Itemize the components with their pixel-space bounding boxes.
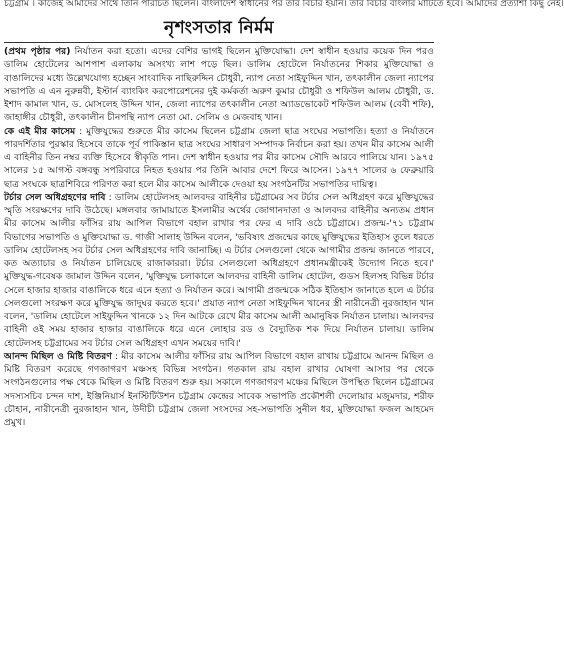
paragraph-torture-cell-demand <box>4 191 434 350</box>
paragraph-heading: টর্চার সেল অধিগ্রহণের দাবি <box>4 191 106 203</box>
paragraph-text: : মুক্তিযুদ্ধের শুরুতে মীর কাসেম ছিলেন চট্টগ্রাম জেলা ছাত্র সংঘের সভাপতি। হত্যা ও নির্যাতনে পারদর্শিতার পুরস্কার হিসেবে তাকে পূর্ব পাকিস্তান ছাত্র সংঘের সাধারণ সম্পাদক নির্বাচন করা হয়। তখন মীর কাসেম আলী এ বাহিনীর তিন নম্বর ব্যক্তি হিসেবে স্বীকৃতি পান। দেশ স্বাধীন হওয়ার পর মীর কাসেম সৌদি আরবে পালিয়ে যান। ১৯৭৫ সালের ১৫ আগস্ট বঙ্গবন্ধু সপরিবারে নিহত হওয়ার পর তিনি আবার দেশে ফিরে আসেন। ১৯৭৭ সালের ৬ ফেব্রুয়ারি ছাত্র সংঘকে ছাত্রশিবিরে পরিণত করা হলে মীর কাসেম আলীকে দেওয়া হয় সংগঠনটির সভাপতির দায়িত্ব। <box>4 125 434 190</box>
paragraph-text: : ডালিম হোটেলসহ আলবদর বাহিনীর চট্টগ্রামের সব টর্চার সেল অধিগ্রহণ করে মুক্তিযুদ্ধের স্মৃতি সংরক্ষণের দাবি উঠেছে। মঙ্গলবার জামায়াতে ইসলামীর অর্থের জোগানদাতা ও আলবদর বাহিনীর অন্যতম প্রধান মীর কাসেম আলীর ফাঁসির রায় আপিল বিভাগে বহাল রাখার পর ফের এ দাবি ওঠে চট্টগ্রামে। প্রজন্ম-'৭১ চট্টগ্রাম বিভাগের সভাপতি ও মুক্তিযোদ্ধা ড. গাজী সালাহ উদ্দিন বলেন, 'ভবিষ্যৎ প্রজন্মের কাছে মুক্তিযুদ্ধের ইতিহাস তুলে ধরতে ডালিম হোটেলসহ সব টর্চার সেল অধিগ্রহণের দাবি জানাচ্ছি। এ টর্চার সেলগুলো থেকে আগামীর প্রজন্ম জানতে পারবে, কত অত্যাচার ও নির্যাতন চালিয়েছে রাজাকাররা। টর্চার সেলগুলো অধিগ্রহণে প্রধানমন্ত্রীকেই উদ্যোগ নিতে হবে।' মুক্তিযুদ্ধ-গবেষক জামাল উদ্দিন বলেন, 'মুক্তিযুদ্ধ চলাকালে আলবদর বাহিনী ডালিম হোটেল, গুডস হিলসহ বিভিন্ন টর্চার সেলে হাজার হাজার বাঙালিকে ধরে এনে হত্যা ও নির্যাতন করে। আগামী প্রজন্মকে সঠিক ইতিহাস জানাতে হলে এ টর্চার সেলগুলো সংরক্ষণ করে মুক্তিযুদ্ধ জাদুঘর করতে হবে।' প্রয়াত ন্যাপ নেতা সাইফুদ্দিন খানের স্ত্রী নারীনেত্রী নুরজাহান খান বলেন, 'ডালিম হোটেলে সাইফুদ্দিন খানকে ১২ দিন আটকে রেখে মীর কাসেম আলী অমানুষিক নির্যাতন চালায়। আলবদর বাহিনী ওই সময় হাজার হাজার বাঙালিকে ধরে এনে লোহার রড ও বৈদ্যুতিক শক দিয়ে নির্যাতন চালায়। ডালিম হোটেলসহ চট্টগ্রামের সব টর্চার সেল অধিগ্রহণ এখন সময়ের দাবি।' <box>4 191 434 349</box>
paragraph-text: : মীর কাসেম আলীর ফাঁসির রায় আপিল বিভাগে বহাল রাখায় চট্টগ্রামে আনন্দ মিছিল ও মিষ্টি বিতরণ করেছে গণজাগরণ মঞ্চসহ বিভিন্ন সংগঠন। গতকাল রায় বহাল রাখার ঘোষণা আসার পর থেকে সংগঠনগুলোর পক্ষ থেকে মিছিল ও মিষ্টি বিতরণ শুরু হয়। সকালে গণজাগরণ মঞ্চের মিছিলে উপস্থিত ছিলেন চট্টগ্রামের সদস্যসচিব চন্দন দাশ, ইঞ্জিনিয়ার্স ইনস্টিটিউশন চট্টগ্রাম কেন্দ্রের সাবেক সভাপতি প্রকৌশলী দেলোয়ার মজুমদার, শরীফ চৌহান, নারীনেত্রী নুরজাহান খান, উদীচী চট্টগ্রাম জেলা সংসদের সহ-সভাপতি সুনীল ধর, মুক্তিযোদ্ধা ফজল আহমেদ প্রমুখ। <box>4 350 434 428</box>
paragraph-heading: কে এই মীর কাসেম <box>4 125 76 137</box>
paragraph-heading: আনন্দ মিছিল ও মিষ্টি বিতরণ <box>4 350 112 362</box>
previous-article-fragment: চট্টগ্রাম । কাজেই আমাদের সাথে তিনি পরিচিত ছিলেন। বাংলাদেশ স্বাধীনের পর তার বিচার হয়নি। তার বিচার বাংলার মাটিতে হবে। আমাদের প্রত্যাশা কিছু নেই। <box>4 0 564 9</box>
headline: নৃশংসতার নির্মম <box>163 18 275 38</box>
paragraph-mir-kasem <box>4 125 434 191</box>
paragraph-heading: (প্রথম পৃষ্ঠার পর) <box>4 46 71 57</box>
paragraph-text: নির্যাতন করা হতো। এদের বেশির ভাগই ছিলেন মুক্তিযোদ্ধা। দেশ স্বাধীন হওয়ার কয়েক দিন পরও ডালিম হোটেলের আশপাশ এলাকায় অসংখ্য লাশ পড়ে ছিল। ডালিম হোটেলে নির্যাতনের শিকার মুক্তিযোদ্ধা ও বাঙালিদের মধ্যে উল্লেখযোগ্য হচ্ছেন সাংবাদিক নাছিরুদ্দিন চৌধুরী, ন্যাপ নেতা সাইফুদ্দিন খান, তৎকালীন জেলা ন্যাপের সভাপতি এ এন নুরুন্নবী, ইস্টার্ন ব্যাংকিং করপোরেশনের দুই কর্মকর্তা অরুণ কুমার চৌধুরী ও শফিউল আলম চৌধুরী, ড. ইশাদ কামাল খান, ড. মোসলেহ উদ্দিন খান, জেলা ন্যাপের তৎকালীন নেতা অ্যাডভোকেট শফিউল আলম (বেবী শফি), জাহাঙ্গীর চৌধুরী, তৎকালীন চীনপন্থি ন্যাপ নেতা মো. সেলিম ও মেজবাহ খান। <box>4 46 434 124</box>
paragraph-celebration <box>4 350 434 430</box>
article-body <box>4 45 434 429</box>
headline-divider <box>4 42 434 43</box>
paragraph-continuation <box>4 45 434 125</box>
